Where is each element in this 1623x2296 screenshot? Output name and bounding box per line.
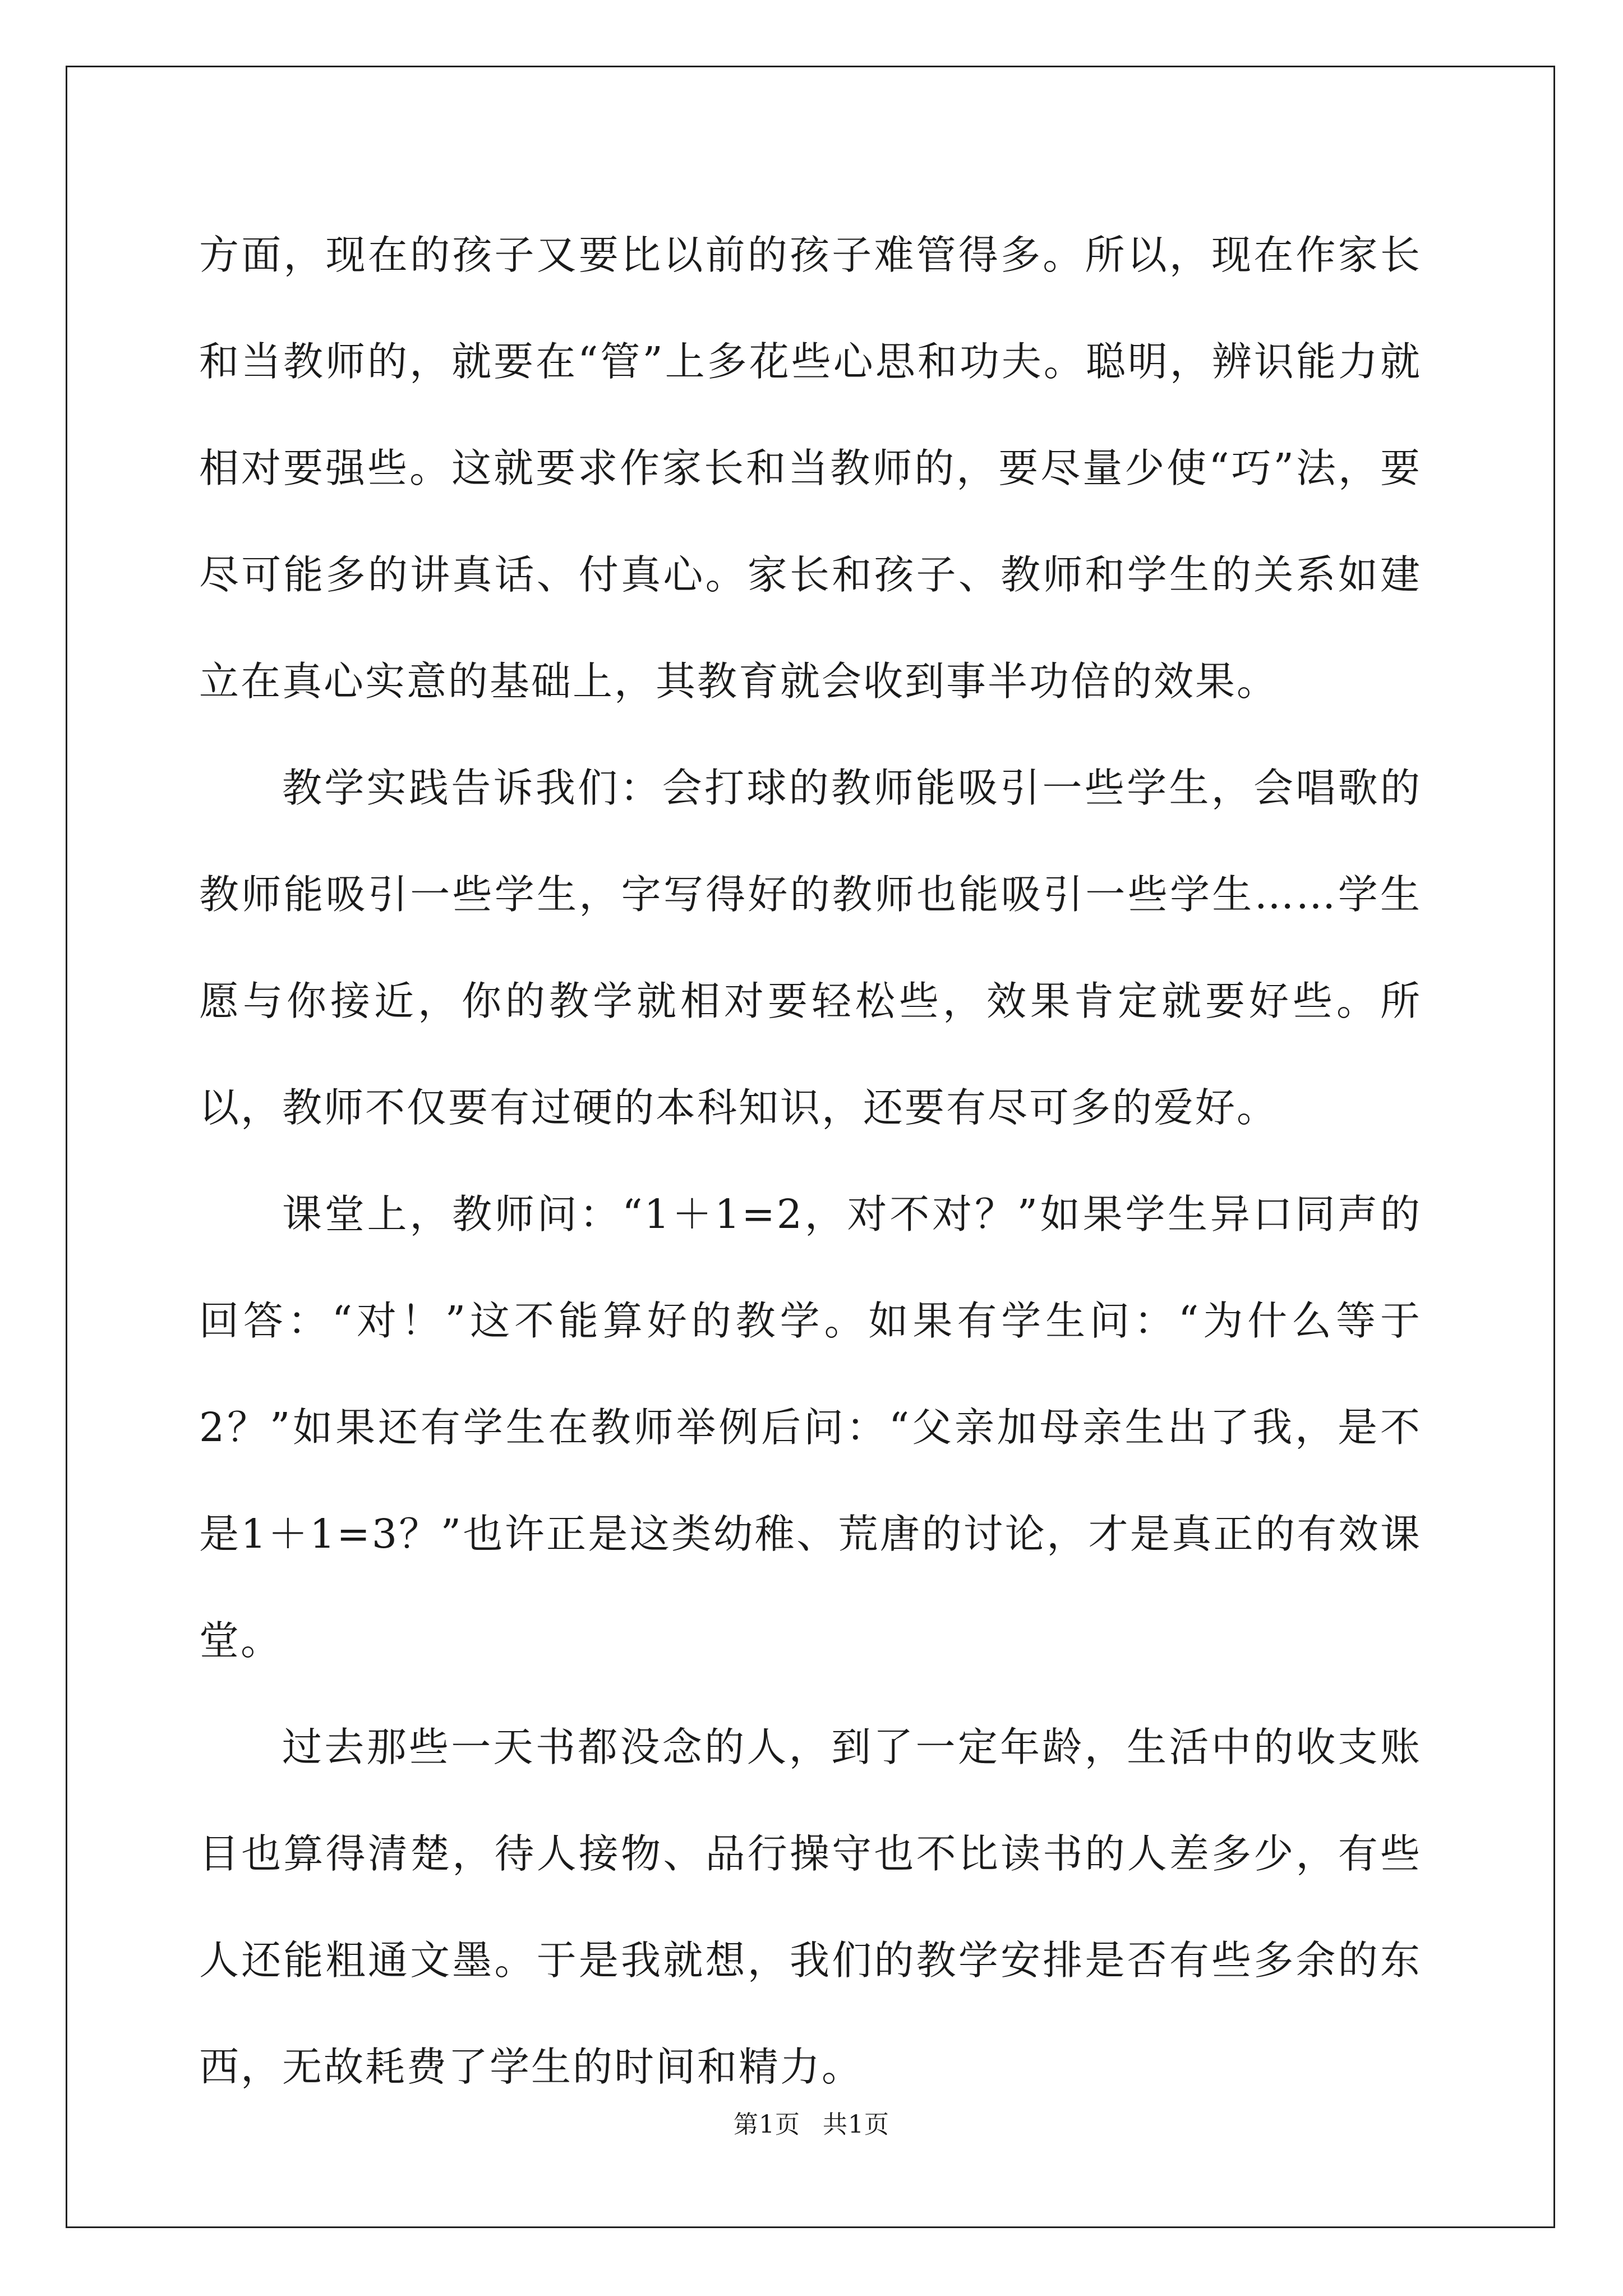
paragraph-continued: 方面，现在的孩子又要比以前的孩子难管得多。所以，现在作家长和当教师的，就要在“管”上多花些心思和功夫。聪明，辨识能力就相对要强些。这就要求作家长和当教师的，要尽量少使“巧”法，要尽可能多的讲真话、付真心。家长和孩子、教师和学生的关系如建立在真心实意的基础上，其教育就会收到事半功倍的效果。 [199,232,1422,705]
page-footer [0,2108,1623,2142]
page-number-current: 第1页 [734,2110,800,2139]
page-number-total: 共1页 [823,2110,889,2139]
paragraph: 教学实践告诉我们：会打球的教师能吸引一些学生，会唱歌的教师能吸引一些学生，字写得好的教师也能吸引一些学生……学生愿与你接近，你的教学就相对要轻松些，效果肯定就要好些。所以，教师不仅要有过硬的本科知识，还要有尽可多的爱好。 [199,765,1422,1131]
document-body [199,202,1422,2120]
paragraph: 过去那些一天书都没念的人，到了一定年龄，生活中的收支账目也算得清楚，待人接物、品行操守也不比读书的人差多少，有些人还能粗通文墨。于是我就想，我们的教学安排是否有些多余的东西，无故耗费了学生的时间和精力。 [199,1724,1422,2090]
paragraph: 课堂上，教师问：“1＋1=2，对不对？”如果学生异口同声的回答：“对！”这不能算好的教学。如果有学生问：“为什么等于2？”如果还有学生在教师举例后问：“父亲加母亲生出了我，是不是1＋1=3？”也许正是这类幼稚、荒唐的讨论，才是真正的有效课堂。 [199,1191,1422,1664]
